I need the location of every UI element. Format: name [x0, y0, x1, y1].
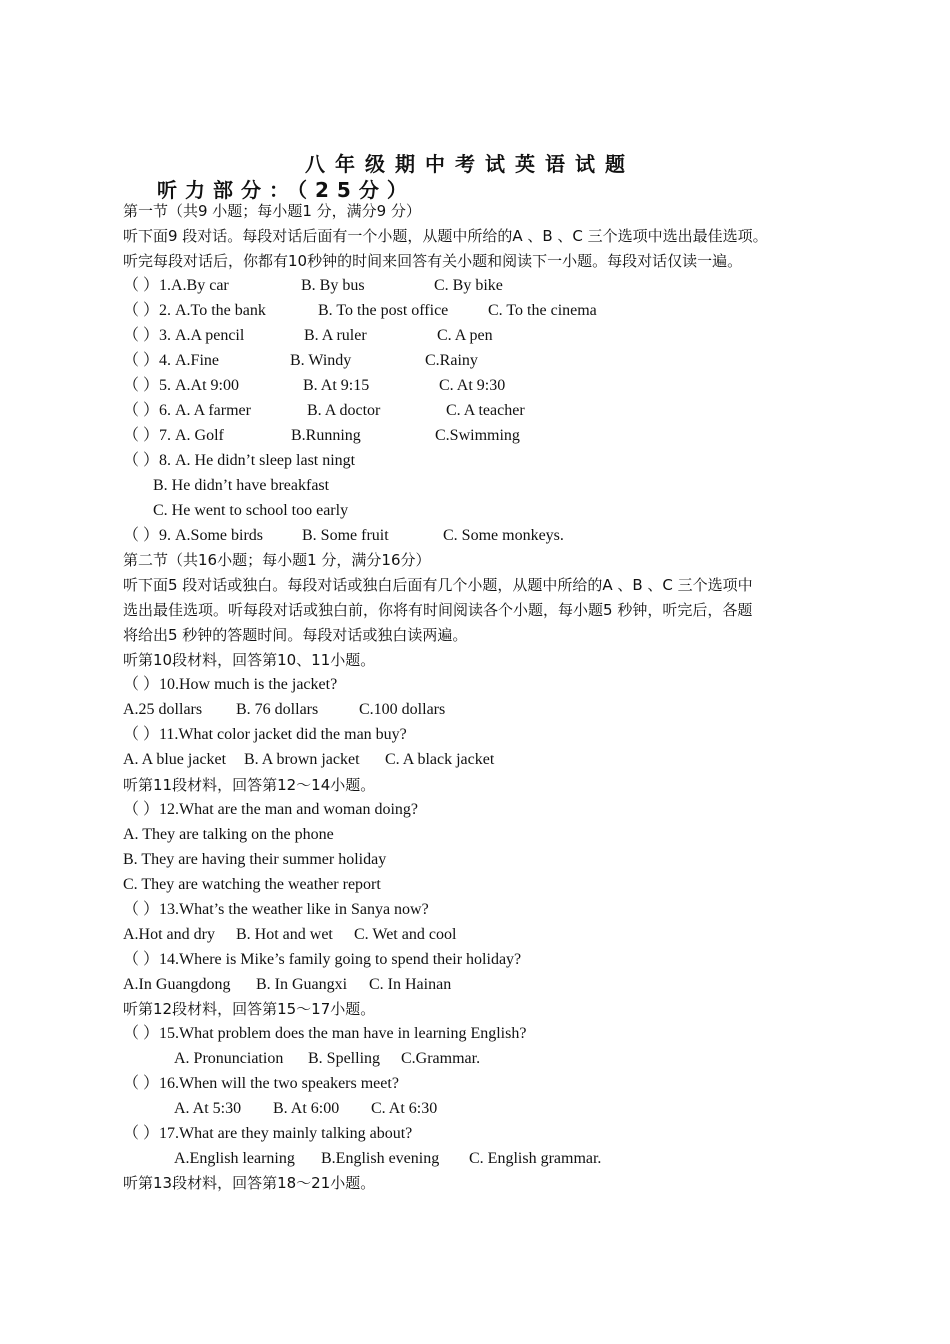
option-c: C. In Hainan — [369, 976, 452, 993]
option-b: B. Hot and wet — [236, 926, 333, 943]
question-8: （ ）8. A. He didn’t sleep last ningt — [123, 452, 356, 469]
question-14: （ ）14.Where is Mike’s family going to spend their holiday? — [123, 951, 522, 968]
option-c: C. A black jacket — [385, 751, 495, 768]
question-12: （ ）12.What are the man and woman doing? — [123, 801, 419, 818]
option-c: C.Grammar. — [401, 1050, 481, 1067]
section-1-header: 第一节（共9 小题；每小题1 分，满分9 分） — [123, 202, 421, 220]
section-2-header: 第二节（共16小题；每小题1 分，满分16分） — [123, 551, 431, 569]
option-b: B. A doctor — [307, 402, 381, 419]
question-16: （ ）16.When will the two speakers meet? — [123, 1075, 399, 1092]
question-4: （ ）4. A.Fine — [123, 352, 220, 369]
option-b: B. Windy — [290, 352, 352, 369]
option-b: B. They are having their summer holiday — [123, 851, 387, 868]
option-b: B. In Guangxi — [256, 976, 348, 993]
option-a: A.In Guangdong — [123, 976, 231, 993]
option-c: C. English grammar. — [469, 1150, 602, 1167]
question-6: （ ）6. A. A farmer — [123, 402, 251, 419]
question-9: （ ）9. A.Some birds — [123, 527, 264, 544]
option-a: A. At 5:30 — [174, 1100, 242, 1117]
instruction-line: 将给出5 秒钟的答题时间。每段对话或独白读两遍。 — [123, 626, 468, 644]
option-c: C. At 6:30 — [371, 1100, 438, 1117]
option-c: C. A pen — [437, 327, 493, 344]
instruction-line: 听下面5 段对话或独白。每段对话或独白后面有几个小题，从题中所给的A 、B 、C 三个选项中 — [123, 576, 753, 594]
option-b: B. At 9:15 — [303, 377, 370, 394]
option-c: C. A teacher — [446, 402, 525, 419]
instruction-line: 选出最佳选项。听每段对话或独白前，你将有时间阅读各个小题，每小题5 秒钟，听完后，各题 — [123, 601, 753, 619]
instruction-line: 听完每段对话后，你都有10秒钟的时间来回答有关小题和阅读下一小题。每段对话仅读一遍。 — [123, 252, 743, 270]
option-b: B. Spelling — [308, 1050, 381, 1067]
option-c: C. Some monkeys. — [443, 527, 564, 544]
option-b: B. Some fruit — [302, 527, 389, 544]
option-c: C.Rainy — [425, 352, 478, 369]
option-c: C. He went to school too early — [153, 502, 349, 519]
option-c: C. To the cinema — [488, 302, 597, 319]
material-heading: 听第11段材料，回答第12～14小题。 — [123, 776, 376, 794]
question-11: （ ）11.What color jacket did the man buy? — [123, 726, 407, 743]
question-13: （ ）13.What’s the weather like in Sanya now? — [123, 901, 429, 918]
material-heading: 听第13段材料，回答第18～21小题。 — [123, 1174, 376, 1192]
question-17: （ ）17.What are they mainly talking about? — [123, 1125, 413, 1142]
question-3: （ ）3. A.A pencil — [123, 327, 245, 344]
option-b: B. At 6:00 — [273, 1100, 340, 1117]
question-7: （ ）7. A. Golf — [123, 427, 224, 444]
option-b: B. He didn’t have breakfast — [153, 477, 330, 494]
option-a: A.English learning — [174, 1150, 295, 1167]
option-b: B. A ruler — [304, 327, 367, 344]
question-5: （ ）5. A.At 9:00 — [123, 377, 240, 394]
option-a: A. Pronunciation — [174, 1050, 284, 1067]
option-a: A.Hot and dry — [123, 926, 215, 943]
option-b: B. A brown jacket — [244, 751, 360, 768]
option-b: B. To the post office — [318, 302, 449, 319]
question-15: （ ）15.What problem does the man have in learning English? — [123, 1025, 527, 1042]
option-b: B. By bus — [301, 277, 365, 294]
option-b: B.Running — [291, 427, 361, 444]
option-a: A. A blue jacket — [123, 751, 227, 768]
option-c: C. By bike — [434, 277, 503, 294]
instruction-line: 听下面9 段对话。每段对话后面有一个小题，从题中所给的A 、B 、C 三个选项中选出最佳选项。 — [123, 227, 768, 245]
question-1: （ ）1.A.By car — [123, 277, 229, 294]
material-heading: 听第12段材料，回答第15～17小题。 — [123, 1000, 376, 1018]
question-10: （ ）10.How much is the jacket? — [123, 676, 338, 693]
option-c: C.100 dollars — [359, 701, 446, 718]
section-heading: 听力部分：（25分） — [157, 178, 415, 202]
option-c: C. They are watching the weather report — [123, 876, 381, 893]
option-a: A.25 dollars — [123, 701, 203, 718]
option-b: B.English evening — [321, 1150, 440, 1167]
page-title: 八年级期中考试英语试题 — [305, 152, 635, 176]
option-a: A. They are talking on the phone — [123, 826, 334, 843]
option-c: C. At 9:30 — [439, 377, 506, 394]
option-b: B. 76 dollars — [236, 701, 319, 718]
question-2: （ ）2. A.To the bank — [123, 302, 266, 319]
material-heading: 听第10段材料，回答第10、11小题。 — [123, 651, 376, 669]
option-c: C.Swimming — [435, 427, 520, 444]
option-c: C. Wet and cool — [354, 926, 457, 943]
